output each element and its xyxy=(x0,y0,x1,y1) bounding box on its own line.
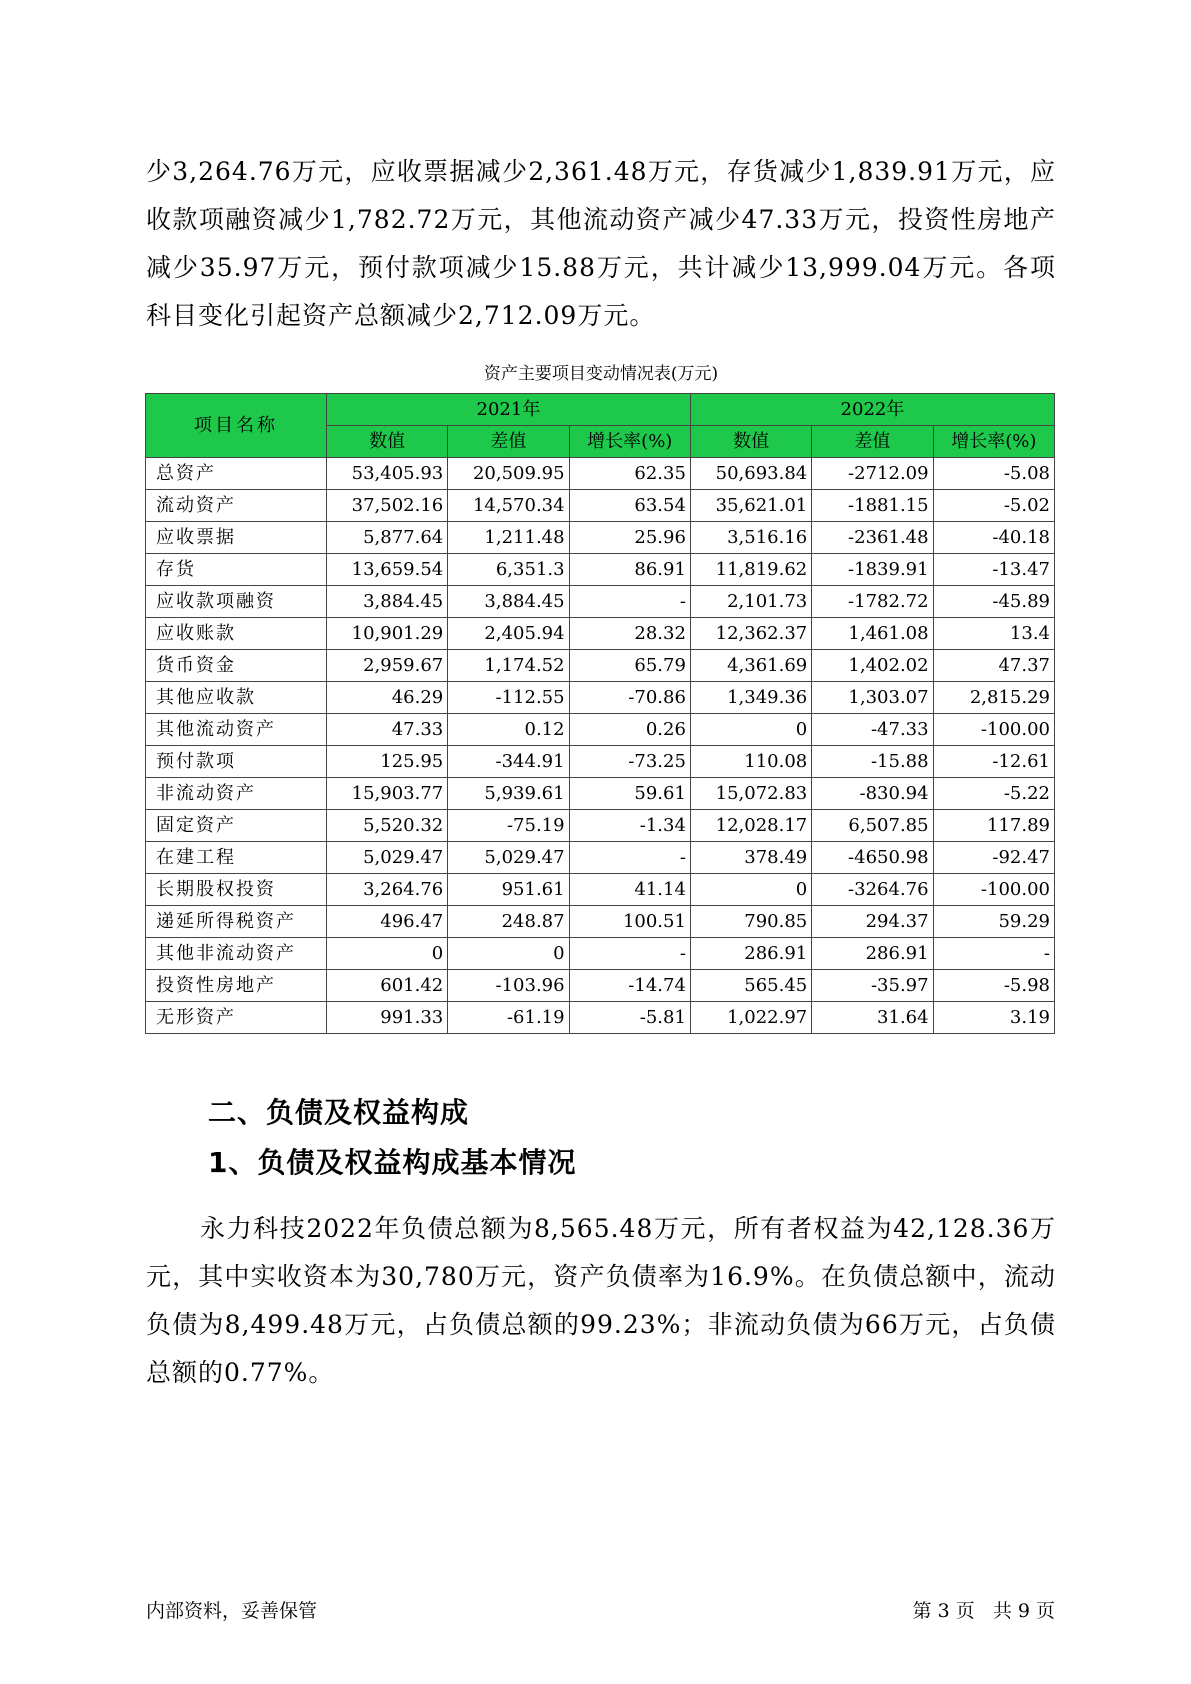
cell-rate-2021: 62.35 xyxy=(569,458,690,490)
cell-rate-2021: 28.32 xyxy=(569,618,690,650)
cell-diff-2022: -2712.09 xyxy=(812,458,933,490)
cell-value-2022: 15,072.83 xyxy=(690,778,811,810)
cell-item-name: 总资产 xyxy=(146,458,327,490)
header-rate-2022: 增长率(%) xyxy=(933,426,1054,458)
cell-item-name: 在建工程 xyxy=(146,842,327,874)
cell-rate-2022: -92.47 xyxy=(933,842,1054,874)
table-row xyxy=(146,554,1055,586)
cell-diff-2021: 0.12 xyxy=(448,714,569,746)
body-paragraph-assets-change: 少3,264.76万元，应收票据减少2,361.48万元，存货减少1,839.91万元，应收款项融资减少1,782.72万元，其他流动资产减少47.33万元，投资性房地产减少35.97万元，预付款项减少15.88万元，共计减少13,999.04万元。各项科目变化引起资产总额减少2,712.09万元。 xyxy=(146,157,1056,330)
cell-diff-2021: 951.61 xyxy=(448,874,569,906)
cell-diff-2021: 20,509.95 xyxy=(448,458,569,490)
cell-value-2021: 46.29 xyxy=(326,682,447,714)
cell-diff-2022: -2361.48 xyxy=(812,522,933,554)
cell-diff-2022: -35.97 xyxy=(812,970,933,1002)
cell-diff-2021: -112.55 xyxy=(448,682,569,714)
cell-rate-2021: 0.26 xyxy=(569,714,690,746)
table-row xyxy=(146,714,1055,746)
cell-item-name: 其他应收款 xyxy=(146,682,327,714)
cell-diff-2021: 14,570.34 xyxy=(448,490,569,522)
cell-value-2022: 378.49 xyxy=(690,842,811,874)
cell-diff-2022: -47.33 xyxy=(812,714,933,746)
cell-value-2022: 0 xyxy=(690,714,811,746)
cell-value-2022: 1,022.97 xyxy=(690,1002,811,1034)
cell-value-2022: 50,693.84 xyxy=(690,458,811,490)
cell-diff-2021: -103.96 xyxy=(448,970,569,1002)
cell-rate-2022: - xyxy=(933,938,1054,970)
cell-value-2022: 286.91 xyxy=(690,938,811,970)
cell-diff-2021: -75.19 xyxy=(448,810,569,842)
cell-diff-2021: -344.91 xyxy=(448,746,569,778)
section-heading: 二、负债及权益构成 xyxy=(208,1096,470,1129)
cell-diff-2022: 31.64 xyxy=(812,1002,933,1034)
cell-rate-2021: 41.14 xyxy=(569,874,690,906)
header-item-name: 项目名称 xyxy=(146,394,327,458)
cell-value-2021: 5,029.47 xyxy=(326,842,447,874)
header-year-2021: 2021年 xyxy=(326,394,690,426)
cell-rate-2021: 86.91 xyxy=(569,554,690,586)
cell-value-2021: 37,502.16 xyxy=(326,490,447,522)
cell-rate-2022: -5.08 xyxy=(933,458,1054,490)
cell-value-2021: 0 xyxy=(326,938,447,970)
table-row xyxy=(146,938,1055,970)
cell-value-2022: 1,349.36 xyxy=(690,682,811,714)
cell-diff-2022: -830.94 xyxy=(812,778,933,810)
table-row xyxy=(146,522,1055,554)
cell-item-name: 预付款项 xyxy=(146,746,327,778)
table-row xyxy=(146,970,1055,1002)
cell-value-2021: 13,659.54 xyxy=(326,554,447,586)
cell-diff-2021: 248.87 xyxy=(448,906,569,938)
cell-rate-2021: -1.34 xyxy=(569,810,690,842)
cell-value-2021: 125.95 xyxy=(326,746,447,778)
cell-value-2021: 601.42 xyxy=(326,970,447,1002)
cell-diff-2022: -1782.72 xyxy=(812,586,933,618)
cell-value-2022: 0 xyxy=(690,874,811,906)
cell-rate-2021: -73.25 xyxy=(569,746,690,778)
cell-rate-2021: 59.61 xyxy=(569,778,690,810)
cell-diff-2021: 2,405.94 xyxy=(448,618,569,650)
cell-rate-2021: -70.86 xyxy=(569,682,690,714)
cell-diff-2021: -61.19 xyxy=(448,1002,569,1034)
cell-diff-2022: 1,402.02 xyxy=(812,650,933,682)
table-row xyxy=(146,842,1055,874)
cell-value-2022: 4,361.69 xyxy=(690,650,811,682)
header-year-2022: 2022年 xyxy=(690,394,1054,426)
cell-item-name: 货币资金 xyxy=(146,650,327,682)
cell-diff-2021: 6,351.3 xyxy=(448,554,569,586)
asset-change-table xyxy=(145,393,1055,1034)
cell-rate-2022: -100.00 xyxy=(933,874,1054,906)
cell-value-2021: 991.33 xyxy=(326,1002,447,1034)
cell-diff-2021: 5,939.61 xyxy=(448,778,569,810)
header-rate-2021: 增长率(%) xyxy=(569,426,690,458)
cell-rate-2022: -13.47 xyxy=(933,554,1054,586)
table-caption: 资产主要项目变动情况表(万元) xyxy=(483,364,719,384)
cell-value-2022: 2,101.73 xyxy=(690,586,811,618)
cell-diff-2022: 1,461.08 xyxy=(812,618,933,650)
body-paragraph-liabilities: 永力科技2022年负债总额为8,565.48万元，所有者权益为42,128.36万元，其中实收资本为30,780万元，资产负债率为16.9%。在负债总额中，流动负债为8,499.48万元，占负债总额的99.23%；非流动负债为66万元，占负债总额的0.77%。 xyxy=(146,1214,1056,1387)
cell-value-2022: 35,621.01 xyxy=(690,490,811,522)
cell-item-name: 应收票据 xyxy=(146,522,327,554)
cell-item-name: 流动资产 xyxy=(146,490,327,522)
table-row xyxy=(146,778,1055,810)
cell-diff-2021: 1,211.48 xyxy=(448,522,569,554)
cell-rate-2021: 65.79 xyxy=(569,650,690,682)
cell-rate-2021: 100.51 xyxy=(569,906,690,938)
cell-rate-2021: - xyxy=(569,586,690,618)
table-row xyxy=(146,458,1055,490)
header-diff-2022: 差值 xyxy=(812,426,933,458)
cell-rate-2022: -45.89 xyxy=(933,586,1054,618)
table-row xyxy=(146,1002,1055,1034)
table-row xyxy=(146,650,1055,682)
cell-value-2021: 5,877.64 xyxy=(326,522,447,554)
cell-rate-2021: 63.54 xyxy=(569,490,690,522)
cell-diff-2022: 286.91 xyxy=(812,938,933,970)
cell-value-2021: 496.47 xyxy=(326,906,447,938)
header-diff-2021: 差值 xyxy=(448,426,569,458)
cell-diff-2022: -3264.76 xyxy=(812,874,933,906)
cell-rate-2022: -100.00 xyxy=(933,714,1054,746)
header-value-2021: 数值 xyxy=(326,426,447,458)
table-row xyxy=(146,746,1055,778)
cell-rate-2022: -12.61 xyxy=(933,746,1054,778)
cell-item-name: 其他非流动资产 xyxy=(146,938,327,970)
cell-rate-2022: 13.4 xyxy=(933,618,1054,650)
cell-value-2021: 53,405.93 xyxy=(326,458,447,490)
cell-diff-2022: 6,507.85 xyxy=(812,810,933,842)
cell-rate-2022: -40.18 xyxy=(933,522,1054,554)
cell-item-name: 应收账款 xyxy=(146,618,327,650)
table-row xyxy=(146,810,1055,842)
cell-item-name: 长期股权投资 xyxy=(146,874,327,906)
cell-diff-2022: 1,303.07 xyxy=(812,682,933,714)
cell-rate-2022: 3.19 xyxy=(933,1002,1054,1034)
cell-value-2022: 3,516.16 xyxy=(690,522,811,554)
cell-diff-2022: -15.88 xyxy=(812,746,933,778)
cell-value-2022: 110.08 xyxy=(690,746,811,778)
subsection-heading: 1、负债及权益构成基本情况 xyxy=(208,1146,577,1179)
cell-value-2022: 790.85 xyxy=(690,906,811,938)
cell-item-name: 固定资产 xyxy=(146,810,327,842)
cell-diff-2022: 294.37 xyxy=(812,906,933,938)
cell-value-2022: 565.45 xyxy=(690,970,811,1002)
cell-rate-2022: 47.37 xyxy=(933,650,1054,682)
cell-rate-2021: - xyxy=(569,938,690,970)
cell-item-name: 非流动资产 xyxy=(146,778,327,810)
cell-rate-2021: -5.81 xyxy=(569,1002,690,1034)
table-header-row-years xyxy=(146,394,1055,426)
cell-rate-2022: -5.98 xyxy=(933,970,1054,1002)
table-row xyxy=(146,586,1055,618)
cell-rate-2021: - xyxy=(569,842,690,874)
table-row xyxy=(146,490,1055,522)
cell-rate-2022: 59.29 xyxy=(933,906,1054,938)
cell-value-2021: 15,903.77 xyxy=(326,778,447,810)
cell-diff-2021: 1,174.52 xyxy=(448,650,569,682)
cell-item-name: 应收款项融资 xyxy=(146,586,327,618)
cell-value-2021: 3,264.76 xyxy=(326,874,447,906)
table-row xyxy=(146,618,1055,650)
header-value-2022: 数值 xyxy=(690,426,811,458)
table-body xyxy=(146,458,1055,1034)
table-row xyxy=(146,874,1055,906)
cell-item-name: 其他流动资产 xyxy=(146,714,327,746)
cell-rate-2022: 2,815.29 xyxy=(933,682,1054,714)
cell-value-2021: 5,520.32 xyxy=(326,810,447,842)
cell-value-2022: 12,362.37 xyxy=(690,618,811,650)
cell-value-2021: 2,959.67 xyxy=(326,650,447,682)
footer-confidential-note: 内部资料，妥善保管 xyxy=(146,1600,318,1622)
cell-diff-2022: -4650.98 xyxy=(812,842,933,874)
table-row xyxy=(146,906,1055,938)
cell-rate-2021: 25.96 xyxy=(569,522,690,554)
cell-item-name: 递延所得税资产 xyxy=(146,906,327,938)
cell-value-2021: 10,901.29 xyxy=(326,618,447,650)
cell-value-2021: 47.33 xyxy=(326,714,447,746)
cell-diff-2021: 3,884.45 xyxy=(448,586,569,618)
footer-page-number: 第 3 页 共 9 页 xyxy=(912,1600,1055,1622)
cell-value-2021: 3,884.45 xyxy=(326,586,447,618)
cell-value-2022: 11,819.62 xyxy=(690,554,811,586)
cell-value-2022: 12,028.17 xyxy=(690,810,811,842)
cell-item-name: 存货 xyxy=(146,554,327,586)
cell-item-name: 无形资产 xyxy=(146,1002,327,1034)
cell-diff-2022: -1881.15 xyxy=(812,490,933,522)
cell-rate-2022: -5.02 xyxy=(933,490,1054,522)
cell-diff-2021: 0 xyxy=(448,938,569,970)
cell-diff-2021: 5,029.47 xyxy=(448,842,569,874)
cell-rate-2022: 117.89 xyxy=(933,810,1054,842)
cell-rate-2021: -14.74 xyxy=(569,970,690,1002)
cell-diff-2022: -1839.91 xyxy=(812,554,933,586)
cell-item-name: 投资性房地产 xyxy=(146,970,327,1002)
cell-rate-2022: -5.22 xyxy=(933,778,1054,810)
table-row xyxy=(146,682,1055,714)
